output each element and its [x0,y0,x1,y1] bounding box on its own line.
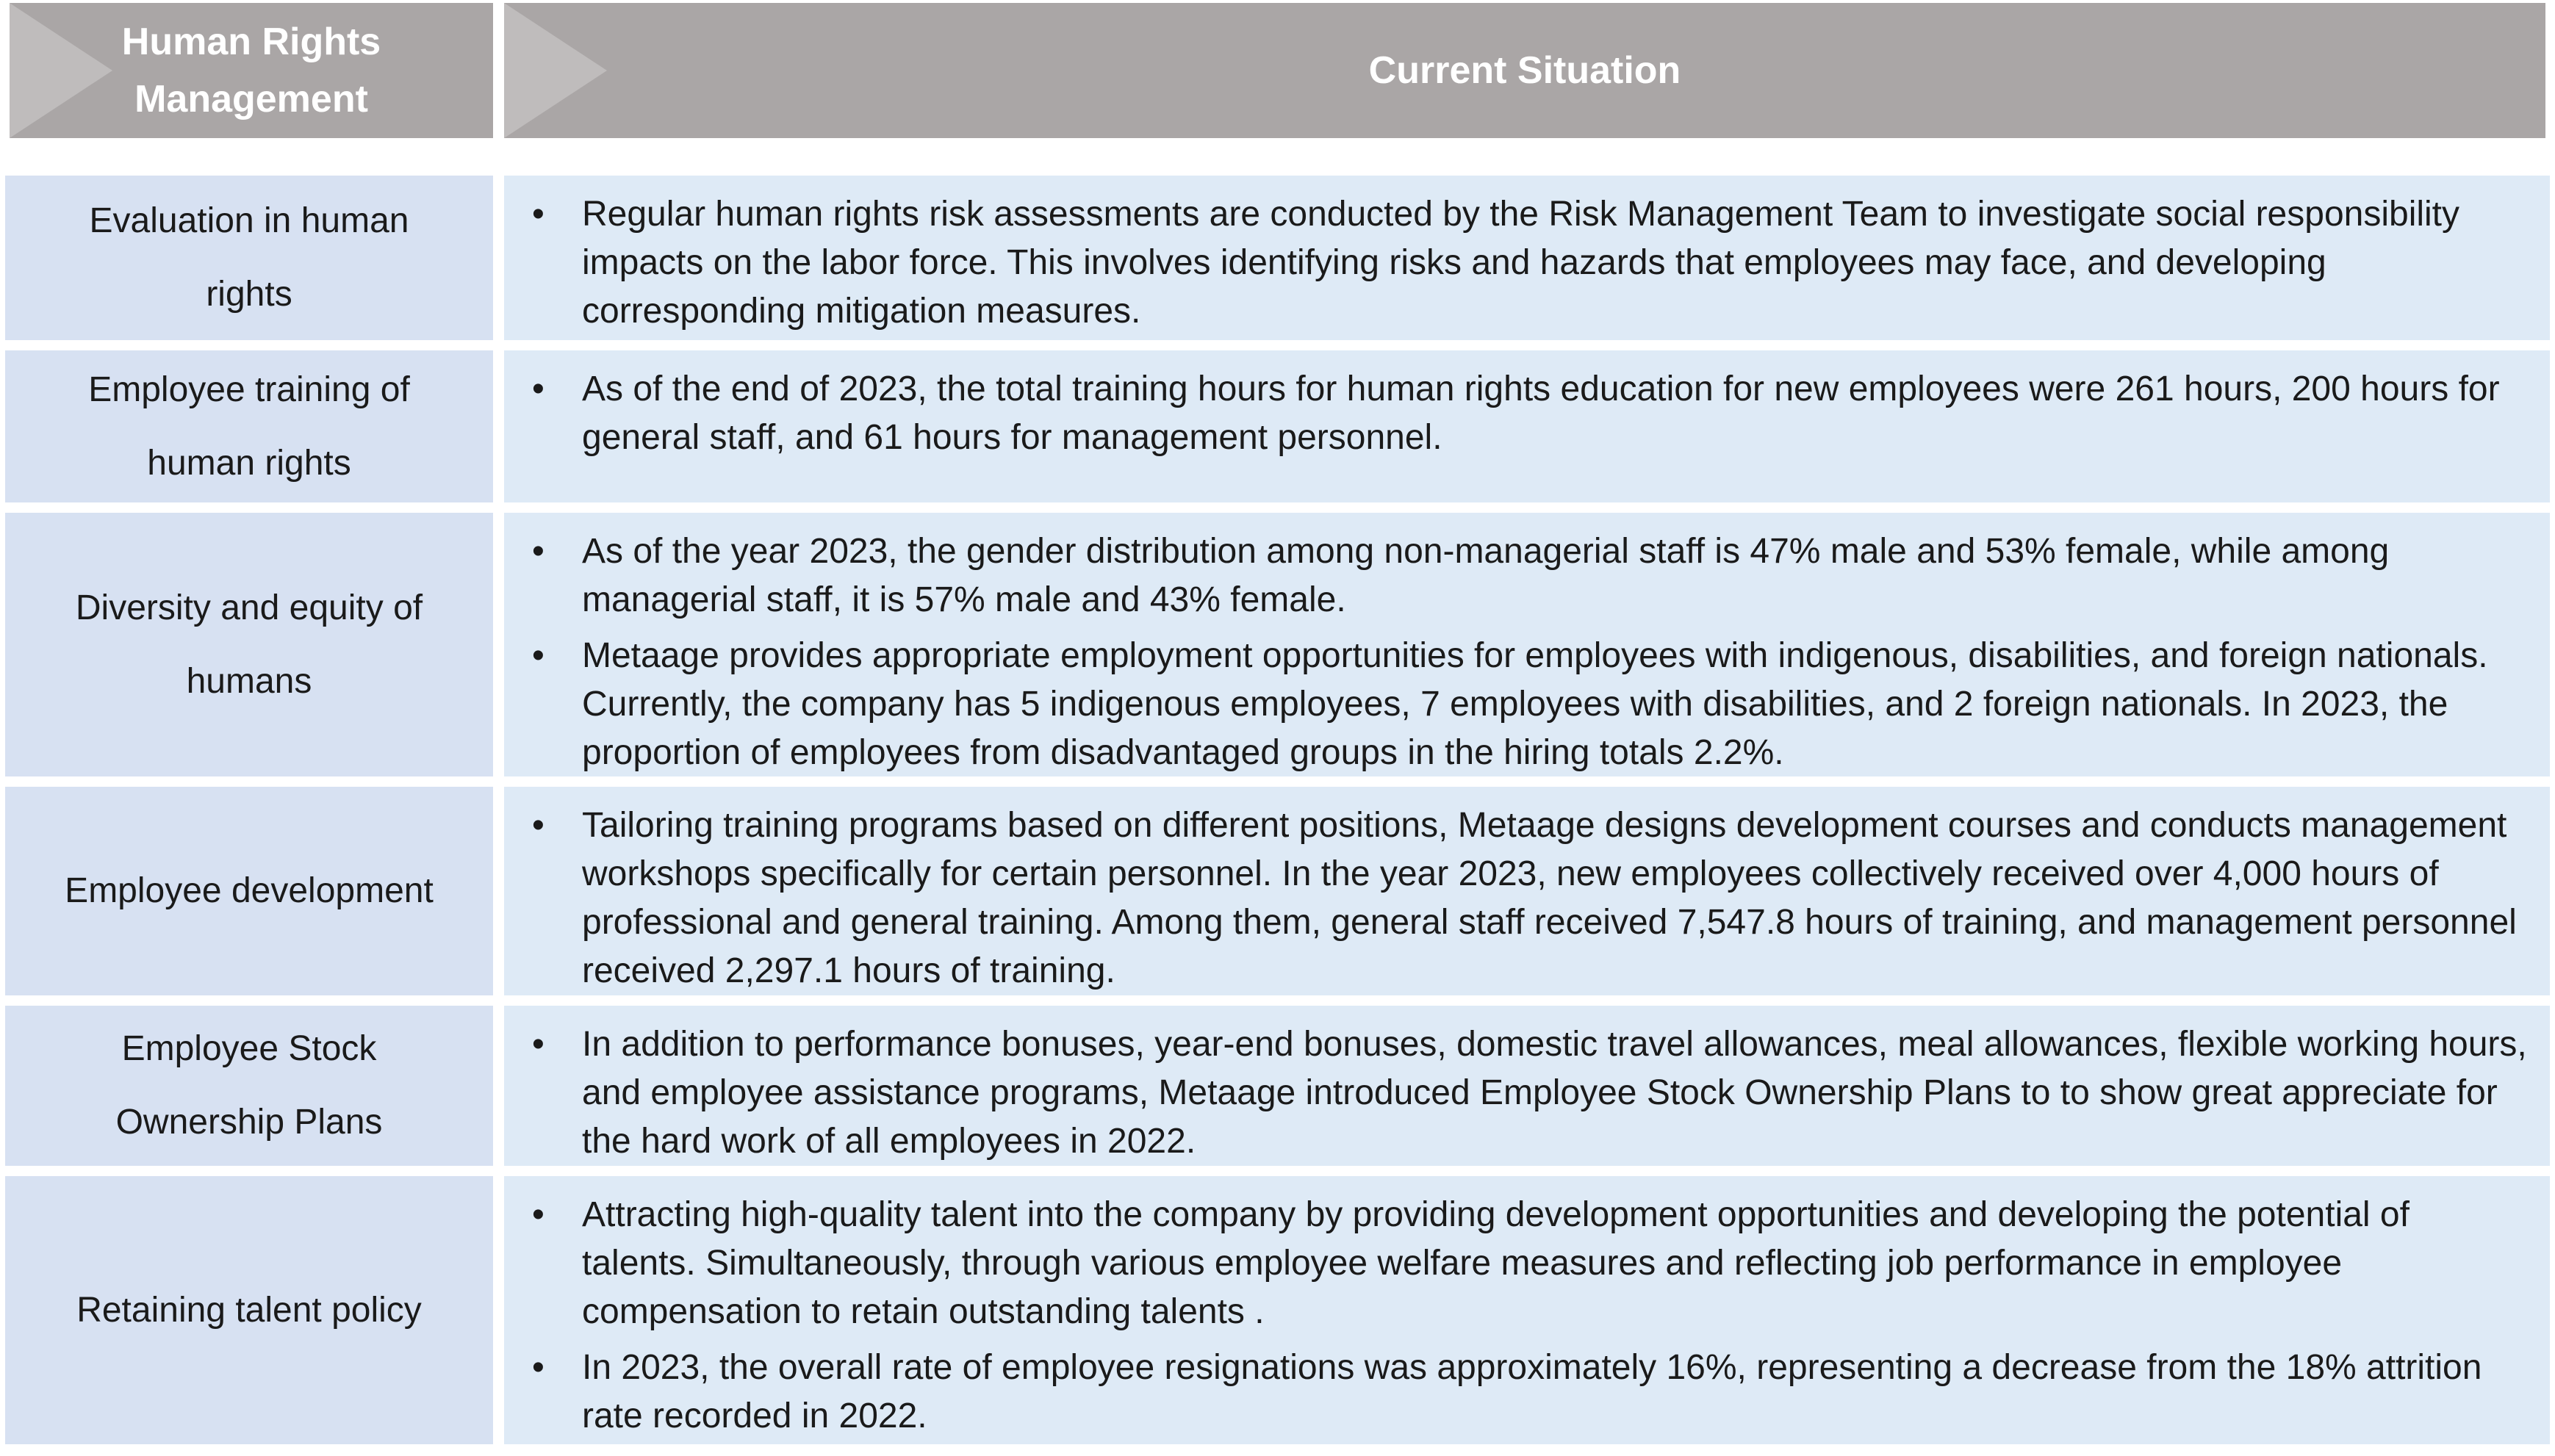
bullet-list [519,190,2528,336]
row-label-text: Diversity and equity of humans [75,588,423,701]
row-label-development [5,787,493,995]
row-label-text: Employee Stock Ownership Plans [115,1029,383,1142]
row-content-training [504,350,2550,502]
list-item: • As of the end of 2023, the total training hours for human rights education for new employees were 261 hours, 200 hours for general staff, and 61 hours for management personnel. [519,365,2528,462]
bullet-list [519,1191,2528,1441]
row-content-evaluation [504,176,2550,340]
header-left-label: Human Rights Management [121,21,381,120]
row-content-stock-ownership [504,1006,2550,1166]
list-item: • Attracting high-quality talent into the company by providing development opportunities and developing the potential of talents. Simultaneously, through various employee welfare measures and reflecting job performance in employee compensation to retain outstanding talents . [519,1191,2528,1336]
row-content-retaining-talent [504,1176,2550,1444]
row-label-diversity [5,513,493,776]
row-content-diversity [504,513,2550,776]
row-label-text: Employee development [65,871,434,910]
row-label-evaluation [5,176,493,340]
row-content-development [504,787,2550,995]
bullet-list [519,527,2528,777]
row-label-text: Evaluation in human rights [89,201,409,314]
header-current-situation [504,3,2545,138]
header-human-rights-management [10,3,493,138]
row-label-retaining-talent [5,1176,493,1444]
bullet-list [519,365,2528,462]
list-item: • In addition to performance bonuses, year-end bonuses, domestic travel allowances, meal allowances, flexible working hours, and employee assistance programs, Metaage introduced Employee Stock Ownership Plans to to show great appreciate for the hard work of all employees in 2022. [519,1020,2528,1166]
list-item: • In 2023, the overall rate of employee resignations was approximately 16%, representing a decrease from the 18% attrition rate recorded in 2022. [519,1344,2528,1441]
row-label-text: Employee training of human rights [88,370,410,483]
bullet-list [519,1020,2528,1166]
list-item: • Tailoring training programs based on different positions, Metaage designs development courses and conducts management workshops specifically for certain personnel. In the year 2023, new employees collectively received over 4,000 hours of professional and general training. Among them, general staff received 7,547.8 hours of training, and management personnel received 2,297.1 hours of training. [519,801,2528,995]
list-item: • Regular human rights risk assessments are conducted by the Risk Management Team to investigate social responsibility impacts on the labor force. This involves identifying risks and hazards that employees may face, and developing corresponding mitigation measures. [519,190,2528,336]
list-item: • Metaage provides appropriate employment opportunities for employees with indigenous, disabilities, and foreign nationals. Currently, the company has 5 indigenous employees, 7 employees with disabilities, and 2 foreign nationals. In 2023, the proportion of employees from disadvantaged groups in the hiring totals 2.2%. [519,632,2528,777]
chevron-right-icon [10,3,112,138]
bullet-list [519,801,2528,995]
row-label-training [5,350,493,502]
row-label-text: Retaining talent policy [76,1290,422,1330]
list-item: • As of the year 2023, the gender distribution among non-managerial staff is 47% male and 53% female, while among managerial staff, it is 57% male and 43% female. [519,527,2528,624]
header-right-label: Current Situation [1368,49,1681,92]
row-label-stock-ownership [5,1006,493,1166]
